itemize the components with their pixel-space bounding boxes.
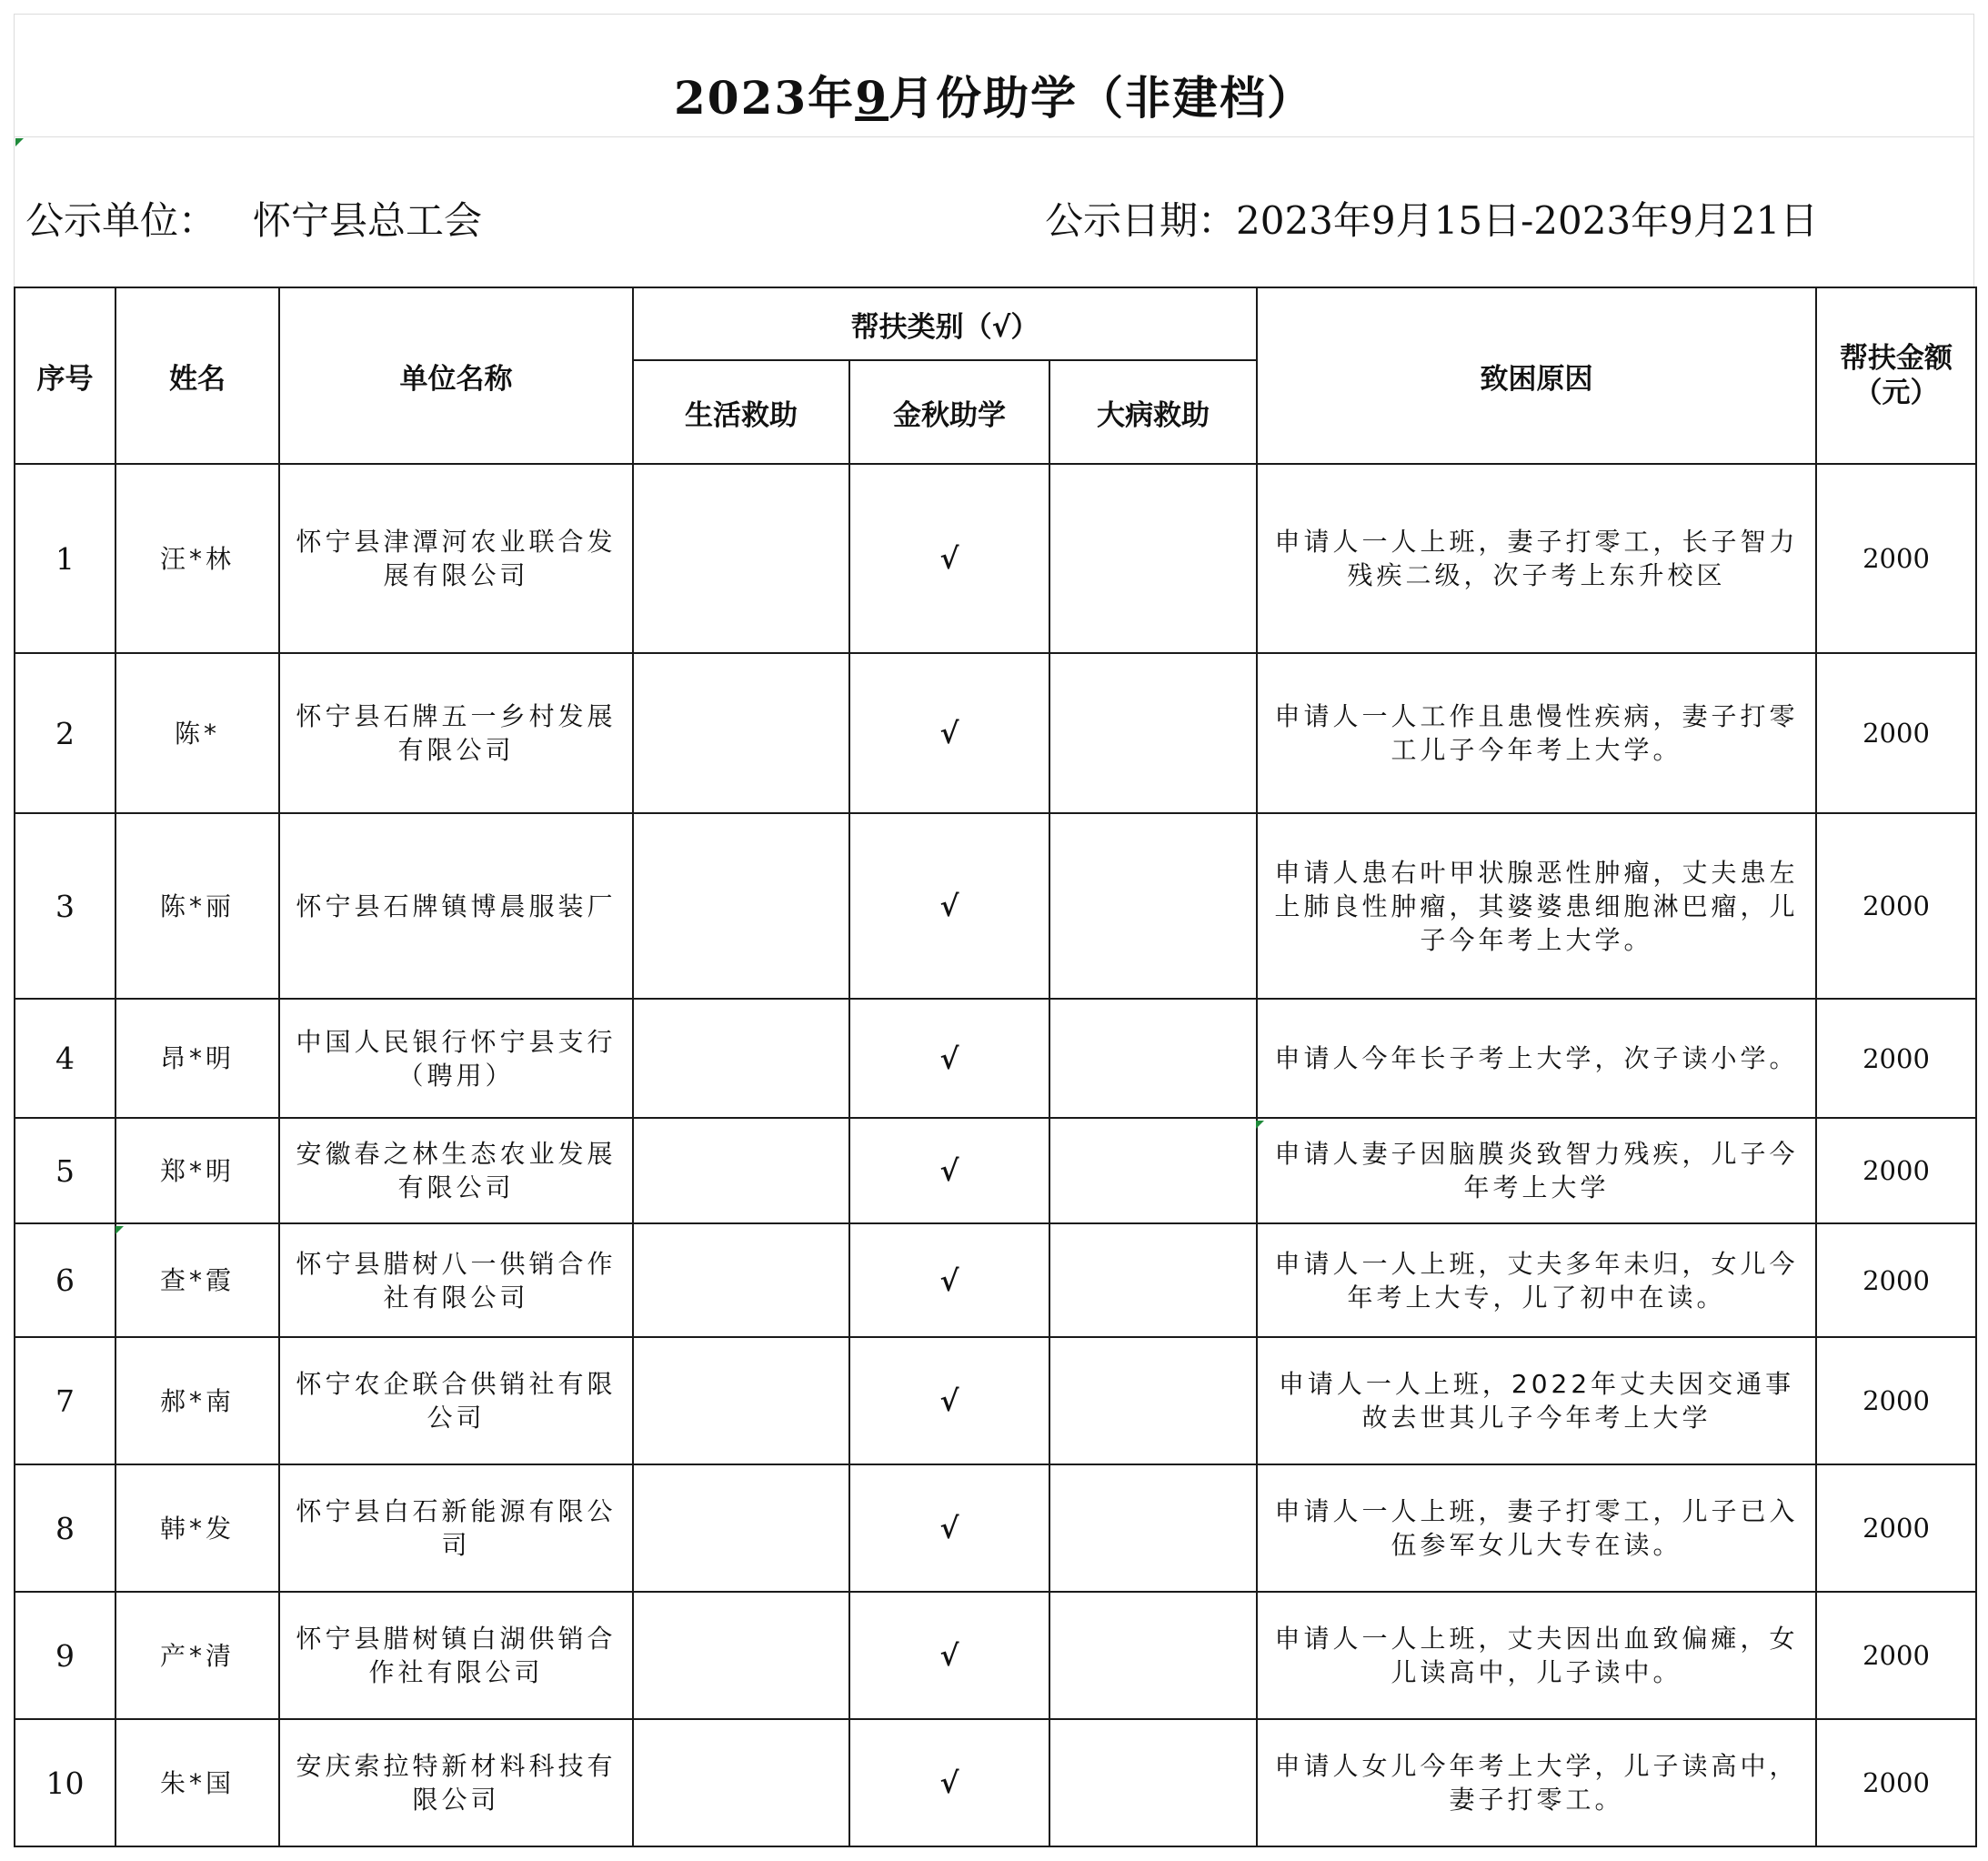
cell-amount: 2000 (1816, 1719, 1976, 1846)
table-row (15, 1464, 1976, 1592)
header-illness-aid: 大病救助 (1049, 360, 1257, 464)
cell-name: 查*霞 (115, 1223, 279, 1337)
cell-illness-aid (1049, 1719, 1257, 1846)
cell-reason: 申请人妻子因脑膜炎致智力残疾，儿子今年考上大学 (1257, 1118, 1816, 1223)
cell-illness-aid (1049, 813, 1257, 999)
cell-living-aid (633, 1223, 849, 1337)
cell-name: 陈*丽 (115, 813, 279, 999)
table-row (15, 813, 1976, 999)
cell-name: 郑*明 (115, 1118, 279, 1223)
cell-unit: 中国人民银行怀宁县支行（聘用） (279, 999, 633, 1118)
cell-comment-marker (115, 1226, 124, 1234)
table-row (15, 1118, 1976, 1223)
cell-name: 陈* (115, 653, 279, 813)
title-month: 9 (855, 71, 889, 125)
publish-date (1045, 191, 1818, 246)
cell-living-aid (633, 813, 849, 999)
publish-date-label: 公示日期： (1045, 198, 1237, 243)
title-bar (14, 14, 1974, 137)
header-name: 姓名 (115, 287, 279, 464)
cell-name: 郝*南 (115, 1337, 279, 1464)
cell-living-aid (633, 999, 849, 1118)
header-unit: 单位名称 (279, 287, 633, 464)
cell-study-aid: √ (849, 1592, 1049, 1719)
table-row (15, 1223, 1976, 1337)
header-living-aid: 生活救助 (633, 360, 849, 464)
cell-serial: 8 (15, 1464, 115, 1592)
cell-reason: 申请人一人上班，妻子打零工，长子智力残疾二级，次子考上东升校区 (1257, 464, 1816, 653)
info-band (14, 136, 1974, 287)
publish-unit-label: 公示单位： (25, 198, 217, 243)
cell-study-aid: √ (849, 1337, 1049, 1464)
cell-amount: 2000 (1816, 1118, 1976, 1223)
cell-name: 产*清 (115, 1592, 279, 1719)
table-row (15, 999, 1976, 1118)
cell-study-aid: √ (849, 1118, 1049, 1223)
cell-reason: 申请人一人上班，丈夫多年未归，女儿今年考上大专，儿了初中在读。 (1257, 1223, 1816, 1337)
cell-unit: 怀宁县石牌镇博晨服装厂 (279, 813, 633, 999)
cell-study-aid: √ (849, 653, 1049, 813)
publish-unit (25, 191, 482, 246)
cell-reason: 申请人一人上班，妻子打零工，儿子已入伍参军女儿大专在读。 (1257, 1464, 1816, 1592)
cell-serial: 10 (15, 1719, 115, 1846)
cell-amount: 2000 (1816, 999, 1976, 1118)
cell-living-aid (633, 1592, 849, 1719)
cell-unit: 怀宁县腊树八一供销合作社有限公司 (279, 1223, 633, 1337)
cell-illness-aid (1049, 1592, 1257, 1719)
cell-living-aid (633, 1719, 849, 1846)
cell-amount: 2000 (1816, 464, 1976, 653)
table-row (15, 464, 1976, 653)
cell-amount: 2000 (1816, 1337, 1976, 1464)
table-row (15, 653, 1976, 813)
header-reason: 致困原因 (1257, 287, 1816, 464)
cell-serial: 9 (15, 1592, 115, 1719)
cell-serial: 6 (15, 1223, 115, 1337)
table-row (15, 1592, 1976, 1719)
cell-amount: 2000 (1816, 1592, 1976, 1719)
cell-living-aid (633, 1118, 849, 1223)
cell-reason: 申请人一人上班，丈夫因出血致偏瘫，女儿读高中，儿子读中。 (1257, 1592, 1816, 1719)
cell-unit: 安庆索拉特新材料科技有限公司 (279, 1719, 633, 1846)
cell-name: 韩*发 (115, 1464, 279, 1592)
header-amount: 帮扶金额（元） (1816, 287, 1976, 464)
cell-illness-aid (1049, 1118, 1257, 1223)
cell-name: 汪*林 (115, 464, 279, 653)
cell-illness-aid (1049, 1464, 1257, 1592)
cell-serial: 1 (15, 464, 115, 653)
cell-living-aid (633, 653, 849, 813)
table-row (15, 1719, 1976, 1846)
cell-serial: 7 (15, 1337, 115, 1464)
cell-study-aid: √ (849, 1719, 1049, 1846)
cell-living-aid (633, 464, 849, 653)
cell-unit: 怀宁县津潭河农业联合发展有限公司 (279, 464, 633, 653)
cell-unit: 怀宁县石牌五一乡村发展有限公司 (279, 653, 633, 813)
cell-study-aid: √ (849, 999, 1049, 1118)
cell-serial: 4 (15, 999, 115, 1118)
cell-unit: 怀宁农企联合供销社有限公司 (279, 1337, 633, 1464)
cell-unit: 安徽春之林生态农业发展有限公司 (279, 1118, 633, 1223)
cell-living-aid (633, 1337, 849, 1464)
cell-unit: 怀宁县白石新能源有限公司 (279, 1464, 633, 1592)
cell-reason: 申请人一人上班，2022年丈夫因交通事故去世其儿子今年考上大学 (1257, 1337, 1816, 1464)
cell-comment-marker (1256, 1121, 1264, 1129)
cell-amount: 2000 (1816, 1464, 1976, 1592)
cell-illness-aid (1049, 999, 1257, 1118)
cell-study-aid: √ (849, 1223, 1049, 1337)
cell-study-aid: √ (849, 813, 1049, 999)
cell-amount: 2000 (1816, 813, 1976, 999)
page-title: 2023年9月份助学（非建档） (674, 71, 1314, 125)
table-row (15, 1337, 1976, 1464)
cell-serial: 3 (15, 813, 115, 999)
cell-illness-aid (1049, 464, 1257, 653)
cell-reason: 申请人一人工作且患慢性疾病，妻子打零工儿子今年考上大学。 (1257, 653, 1816, 813)
cell-name: 朱*国 (115, 1719, 279, 1846)
publish-unit-value: 怀宁县总工会 (253, 198, 483, 243)
cell-illness-aid (1049, 1337, 1257, 1464)
aid-table (14, 287, 1977, 1847)
cell-living-aid (633, 1464, 849, 1592)
cell-study-aid: √ (849, 464, 1049, 653)
cell-reason: 申请人今年长子考上大学，次子读小学。 (1257, 999, 1816, 1118)
cell-unit: 怀宁县腊树镇白湖供销合作社有限公司 (279, 1592, 633, 1719)
cell-serial: 5 (15, 1118, 115, 1223)
cell-amount: 2000 (1816, 1223, 1976, 1337)
header-serial: 序号 (15, 287, 115, 464)
publish-date-value: 2023年9月15日-2023年9月21日 (1236, 198, 1819, 243)
cell-reason: 申请人患右叶甲状腺恶性肿瘤，丈夫患左上肺良性肿瘤，其婆婆患细胞淋巴瘤，儿子今年考上大学。 (1257, 813, 1816, 999)
cell-name: 昂*明 (115, 999, 279, 1118)
header-study-aid: 金秋助学 (849, 360, 1049, 464)
header-category-group: 帮扶类别（√） (633, 287, 1257, 360)
cell-amount: 2000 (1816, 653, 1976, 813)
cell-reason: 申请人女儿今年考上大学，儿子读高中，妻子打零工。 (1257, 1719, 1816, 1846)
cell-study-aid: √ (849, 1464, 1049, 1592)
cell-serial: 2 (15, 653, 115, 813)
cell-illness-aid (1049, 653, 1257, 813)
cell-illness-aid (1049, 1223, 1257, 1337)
